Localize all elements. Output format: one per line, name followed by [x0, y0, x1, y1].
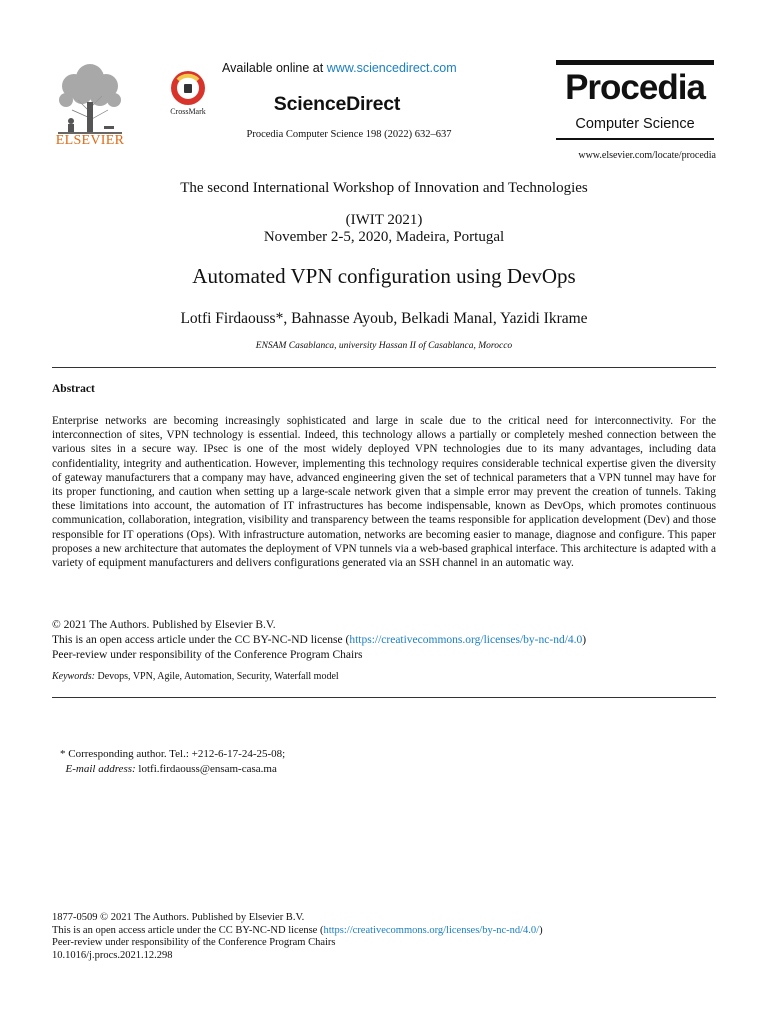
available-online-line	[222, 61, 482, 75]
abstract-heading: Abstract	[52, 383, 95, 395]
procedia-wordmark: Procedia	[565, 68, 705, 107]
divider-top	[52, 367, 716, 368]
footer-open-access-suffix: )	[539, 924, 543, 936]
email-line	[60, 762, 285, 777]
footer-open-access-prefix: This is an open access article under the CC BY-NC-ND license (	[52, 924, 324, 936]
open-access-prefix: This is an open access article under the CC BY-NC-ND license (	[52, 634, 350, 646]
footer-license-link[interactable]: https://creativecommons.org/licenses/by-nc-nd/4.0/	[323, 924, 540, 936]
abstract-body: Enterprise networks are becoming increasingly sophisticated and large in scale due to the critical need for interconnectivity. For the interconnection of sites, VPN technology is essential. Indeed, this technology allows a partially or completely meshed connection between the various sites in a secure way. IPsec is one of the most widely deployed VPN technologies due to its many advantages, including data confidentiality, integrity and authentication. However, implementing this technology requires considerable technical expertise given the diversity of gateway manufacturers that a company may have, advanced engineering given the set of technical parameters that a VPN tunnel may have for its proper functioning, and caution when setting up a large-scale network given that a simple error may prevent the creation of tunnels. Taking these limitations into account, the automation of IT infrastructures has become indispensable, known as DevOps, which promotes continuous communication, collaboration, integration, visibility and transparency between the teams responsible for application development (Dev) and those responsible for IT operations (Ops). With infrastructure automation, networks are becoming easier to manage, diagnose and configure. This paper proposes a new architecture that automates the deployment of VPN tunnels via a web-based graphical interface. This architecture is adapted with a variety of equipment manufacturers and delivers configurations generated via an SSH channel in an automatic way.	[52, 415, 716, 570]
journal-url[interactable]: www.elsevier.com/locate/procedia	[578, 150, 716, 161]
footer-peer-review-line: Peer-review under responsibility of the Conference Program Chairs	[52, 937, 336, 948]
conference-name: The second International Workshop of Innovation and Technologies	[180, 180, 588, 196]
peer-review-line: Peer-review under responsibility of the Conference Program Chairs	[52, 649, 363, 661]
paper-affiliation: ENSAM Casablanca, university Hassan II of Casablanca, Morocco	[255, 341, 513, 351]
available-prefix: Available online at	[222, 61, 327, 75]
conference-dates: November 2-5, 2020, Madeira, Portugal	[263, 229, 505, 245]
footer-doi[interactable]: 10.1016/j.procs.2021.12.298	[52, 949, 173, 961]
procedia-top-bar	[556, 60, 714, 65]
keywords-label: Keywords:	[52, 671, 95, 682]
conference-acronym: (IWIT 2021)	[345, 212, 423, 228]
crossmark-label: CrossMark	[170, 107, 206, 116]
correspondence-block	[60, 747, 285, 777]
sciencedirect-link[interactable]: www.sciencedirect.com	[326, 61, 457, 75]
email-label: E-mail address:	[65, 763, 136, 775]
open-access-suffix: )	[582, 634, 587, 646]
footer-open-access-line	[52, 925, 716, 938]
page-footer	[52, 912, 716, 962]
open-access-line	[52, 633, 716, 648]
paper-title: Automated VPN configuration using DevOps	[192, 264, 576, 288]
procedia-subtitle: Computer Science	[575, 116, 695, 132]
copyright-line: © 2021 The Authors. Published by Elsevier B.V.	[52, 619, 276, 631]
email-address[interactable]: lotfi.firdaouss@ensam-casa.ma	[135, 763, 277, 775]
keywords-values: Devops, VPN, Agile, Automation, Security, Waterfall model	[94, 671, 339, 682]
journal-reference: Procedia Computer Science 198 (2022) 632–637	[246, 129, 452, 140]
keywords-line	[52, 671, 339, 682]
procedia-underline	[556, 138, 714, 140]
paper-authors: Lotfi Firdaouss*, Bahnasse Ayoub, Belkadi Manal, Yazidi Ikrame	[180, 310, 588, 327]
divider-bottom	[52, 697, 716, 698]
sciencedirect-wordmark: ScienceDirect	[273, 93, 401, 115]
corresponding-author-line: * Corresponding author. Tel.: +212-6-17-24-25-08;	[60, 748, 286, 760]
elsevier-wordmark: ELSEVIER	[55, 133, 125, 148]
footer-issn-line: 1877-0509 © 2021 The Authors. Published by Elsevier B.V.	[52, 912, 305, 923]
license-block	[52, 618, 716, 663]
license-link[interactable]: https://creativecommons.org/licenses/by-nc-nd/4.0	[349, 634, 583, 646]
